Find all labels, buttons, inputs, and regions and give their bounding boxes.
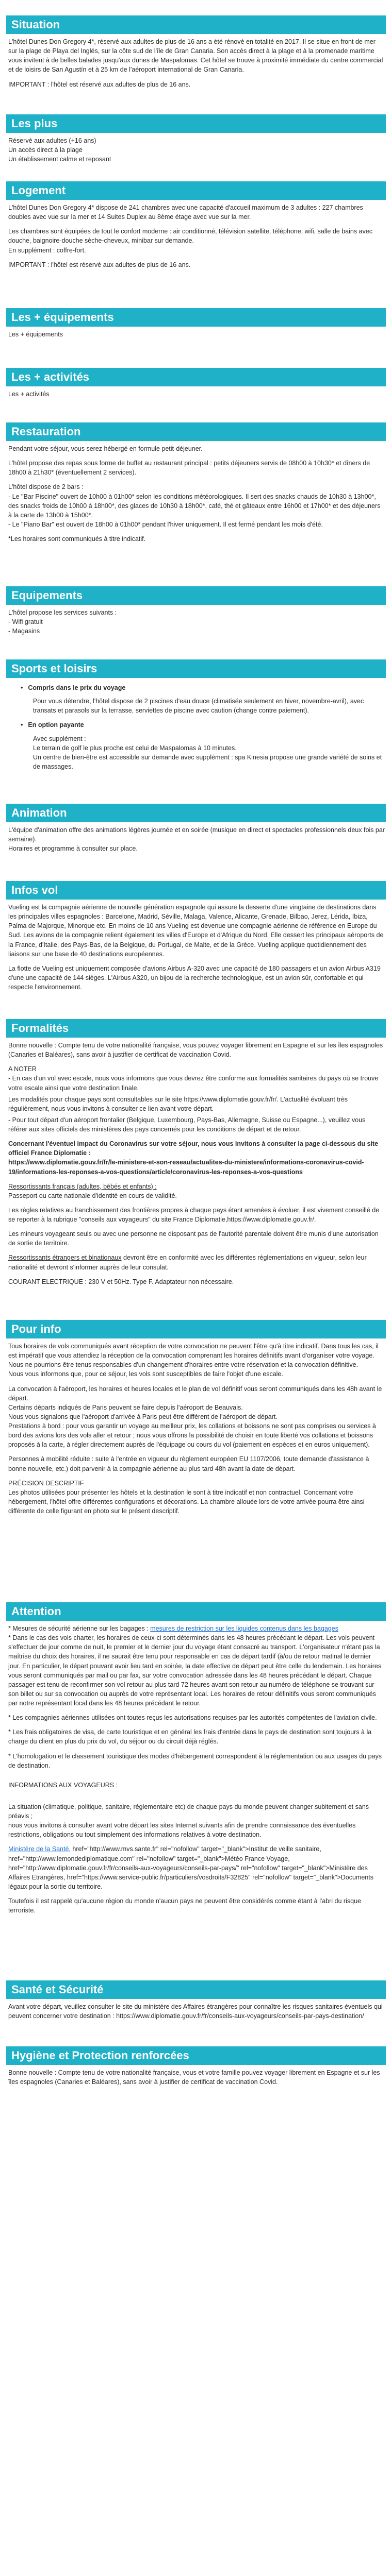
section-title-equipements-plus: Les + équipements <box>6 308 386 327</box>
formalites-intro: Bonne nouvelle : Compte tenu de votre nationalité française, vous pouvez voyager librement en Espagne et sur les îles espagnoles (Canaries et Baléares), sans avoir à justifier de certificat de vaccination Covid. <box>8 1042 383 1059</box>
attention-travellers-heading: INFORMATIONS AUX VOYAGEURS : <box>8 1781 118 1789</box>
equipements-item: - Wifi gratuit <box>8 618 43 626</box>
section-attention <box>6 1602 386 1920</box>
formalites-border-airport: - Pour tout départ d'un aéroport frontalier (Belgique, Luxembourg, Pays-Bas, Allemagne, Suisse ou Espagne...), veuillez vous référer aux sites officiels des ministères des pays concernés pour les conditions de départ et de retour. <box>8 1116 366 1133</box>
plus-item: Un accès direct à la plage <box>8 146 83 154</box>
logement-equipment: Les chambres sont équipées de tout le confort moderne : air conditionné, télévision satellite, téléphone, wifi, salle de bains avec douche, baignoire-douche sèche-cheveux, minibar sur demande. <box>8 228 372 245</box>
formalites-escale: - En cas d'un vol avec escale, nous vous informons que vous devrez être conforme aux formalités sanitaires du pays où se trouve votre escale ainsi que votre destination finale. <box>8 1075 379 1092</box>
formalites-foreign-heading: Ressortissants étrangers et binationaux <box>8 1254 122 1262</box>
section-sports <box>6 659 386 776</box>
attention-consult-sites: nous vous invitons à consulter avant votre départ les sites Internet suivants afin de prendre connaissance des éventuelles restrictions, obligations ou tout simplement des informations relatives à votre destination. <box>8 1822 356 1839</box>
formalites-modalites: Les modalités pour chaque pays sont consultables sur le site https://www.diplomatie.gouv.fr/fr/. L'actualité évoluant très régulièrement, nous vous invitons à consulter ce lien avant votre départ. <box>8 1095 348 1112</box>
logement-important: IMPORTANT : l'hôtel est réservé aux adultes de plus de 16 ans. <box>8 261 191 268</box>
section-situation <box>6 15 386 94</box>
section-title-pour-info: Pour info <box>6 1320 386 1338</box>
formalites-french-heading: Ressortissants français (adultes, bébés et enfants) : <box>8 1182 157 1190</box>
section-title-sports: Sports et loisirs <box>6 659 386 678</box>
restauration-note: *Les horaires sont communiqués à titre indicatif. <box>8 535 146 543</box>
section-plus <box>6 114 386 164</box>
restauration-bars-intro: L'hôtel dispose de 2 bars : <box>8 483 84 491</box>
equipements-plus-text: Les + équipements <box>8 331 63 338</box>
section-title-attention: Attention <box>6 1602 386 1621</box>
pour-info-beauvais: Certains départs indiqués de Paris peuvent se faire depuis l'aéroport de Beauvais. <box>8 1403 243 1411</box>
section-title-activites-plus: Les + activités <box>6 368 386 386</box>
sports-wellness: Un centre de bien-être est accessible sur demande avec supplément : spa Kinesia propose une grande variété de soins et de massages. <box>33 753 382 770</box>
restauration-piano-bar: - Le "Piano Bar" est ouvert de 18h00 à 01h00* pendant l'hiver uniquement. Il est fermé pendant les mois d'été. <box>8 520 323 528</box>
pour-info-onboard: Prestations à bord : pour vous garantir un voyage au meilleur prix, les collations et boissons ne sont pas comprises ou services à bord des avions lors des vols aller et retour ; nous vous offrons la possibilité de choisir en toute liberté vos collations et boissons proposés à la carte, à régler directement auprès de l'équipage ou cours du vol (paiement en espèces et en euros uniquement). <box>8 1422 376 1449</box>
restauration-bar-piscine: - Le "Bar Piscine" ouvert de 10h00 à 01h00* selon les conditions météorologiques. Il sert des snacks chauds de 10h30 à 13h00*, des snacks froids de 10h00 à 18h00*, des glaces de 10h30 à 18h00*, café, thé et gâteaux entre 16h00 et 17h00* et des déjeuners à la carte de 13h00 à 15h00*. <box>8 493 381 519</box>
attention-links-text: , href="http://www.mvs.sante.fr" rel="nofollow" target="_blank">Institut de veille sanitaire, href="http://www.lemondediplomatique.com" rel="nofollow" target="_blank">Météo France Voyage, href="http://www.diplomatie.gouv.fr/fr/conseils-aux-voyageurs/conseils-par-pays/" rel="nofollow" target="_blank">Ministère des Affaires Etrangères, href="https://www.service-public.fr/particuliers/vosdroits/F32825" rel="nofollow" target="_blank">Documents légaux pour la sortie du territoire. <box>8 1845 373 1890</box>
sante-text: Avant votre départ, veuillez consulter le site du ministère des Affaires étrangères pour connaître les risques sanitaires éventuels qui peuvent concerner votre destination : https://www.diplomatie.gouv.fr/fr/conseils-aux-voyageurs/conseils-par-pays-destination/ <box>8 2003 383 2020</box>
logement-supplement: En supplément : coffre-fort. <box>8 246 86 254</box>
section-title-plus: Les plus <box>6 114 386 133</box>
attention-classification: * L'homologation et le classement touristique des modes d'hébergement correspondent à la réglementation ou aux usages du pays de destination. <box>8 1752 382 1769</box>
ministere-sante-link[interactable]: Ministère de la Santé <box>8 1845 69 1853</box>
pour-info-arrival-airport: Nous vous signalons que l'aéroport d'arrivée à Paris peut être différent de l'aéroport de départ. <box>8 1413 278 1420</box>
section-restauration <box>6 422 386 549</box>
attention-charter: * Dans le cas des vols charter, les horaires de ceux-ci sont déterminés dans les 48 heures précédant le départ. Les vols peuvent s'effectuer de jour comme de nuit, le premier et le dernier jour du voyage étant consacré au transport. L'organisateur n'étant pas la maîtrise du choix des horaires, il ne saurait être tenu pour responsable en cas de départ tardif (à/ou de retour matinal le dernier jour. En particulier, le départ pouvant avoir lieu tard en soirée, la date effective de départ peut être celle du lendemain. Les horaires vous seront communiqués par mail ou par fax, sur votre convocation adressée dans les 48 heures précédant le départ. Chaque passager est tenu de reconfirmer son vol retour au plus tard 72 heures avant son retour au numéro de téléphone se trouvant sur son billet ou sur sa convocation ou auprès de votre représentant local. Les horaires de retour définitifs vous seront communiqués par notre représentant local dans les 48 heures précédant le retour. <box>8 1634 382 1707</box>
equipements-intro: L'hôtel propose les services suivants : <box>8 609 117 616</box>
sports-golf: Le terrain de golf le plus proche est celui de Maspalomas à 10 minutes. <box>33 744 237 752</box>
section-title-animation: Animation <box>6 804 386 822</box>
section-logement <box>6 181 386 275</box>
formalites-minors: Les mineurs voyageant seuls ou avec une personne ne disposant pas de l'autorité parentale doivent être munis d'une autorisation de sortie de territoire. <box>8 1230 379 1247</box>
section-infos-vol <box>6 881 386 997</box>
sports-supplement-label: Avec supplément : <box>33 735 86 742</box>
attention-terrorism: Toutefois il est rappelé qu'aucune région du monde n'aucun pays ne peuvent être considérés comme étant à l'abri du risque terroriste. <box>8 1897 361 1914</box>
equipements-item: - Magasins <box>8 628 40 635</box>
plus-item: Réservé aux adultes (+16 ans) <box>8 137 96 144</box>
formalites-electricity: COURANT ELECTRIQUE : 230 V et 50Hz. Type F. Adaptateur non nécessaire. <box>8 1278 234 1285</box>
section-formalites <box>6 1019 386 1292</box>
sports-paid-heading: • En option payante <box>8 720 385 730</box>
section-equipements <box>6 586 386 636</box>
section-activites-plus <box>6 368 386 404</box>
sports-included-heading: • Compris dans le prix du voyage <box>8 683 385 692</box>
formalites-foreign-text: devront être en conformité avec les différentes réglementations en vigueur, selon leur nationalité et devront s'informer auprès de leur consulat. <box>8 1254 367 1271</box>
section-title-hygiene: Hygiène et Protection renforcées <box>6 2046 386 2065</box>
situation-text: L'hôtel Dunes Don Gregory 4*, réservé aux adultes de plus de 16 ans a été rénové en totalité en 2017. Il se situe en front de mer sur la plage de Playa del Inglés, sur la côte sud de l'île de Gran Canaria. Son accès direct à la plage et à la promenade maritime vous invitent à de belles balades jusqu'aux dunes de Maspalomas. Cet hôtel se trouve à proximité immédiate du centre commercial et de loisirs de San Agustín et à 25 km de l'aéroport international de Gran Canaria. <box>8 38 383 74</box>
activites-plus-text: Les + activités <box>8 391 50 398</box>
pour-info-schedules: Tous horaires de vols communiqués avant réception de votre convocation ne peuvent l'être qu'à titre indicatif. Dans tous les cas, il est impératif que vous attendiez la réception de la convocation comprenant les horaires définitifs avant d'organiser votre voyage. <box>8 1343 379 1360</box>
attention-visa-fees: * Les frais obligatoires de visa, de carte touristique et en général les frais d'entrée dans le pays de destination sont toujours à la charge du client en plus du prix du vol, du séjour ou du circuit déjà réglés. <box>8 1728 372 1745</box>
infos-vol-fleet: La flotte de Vueling est uniquement composée d'avions Airbus A-320 avec une capacité de 180 passagers et un avion Airbus A319 d'une une capacité de 144 sièges. L'Airbus A320, un bijou de la recherche technologique, est un avion sûr, confortable et qui respecte l'environnement. <box>8 964 381 991</box>
infos-vol-company: Vueling est la compagnie aérienne de nouvelle génération espagnole qui assure la desserte d'une vingtaine de destinations dans les principales villes espagnoles : Barcelone, Madrid, Séville, Malaga, Valence, Alicante, Grenade, Bilbao, Jerez, Lérida, Ibiza, Palma de Majorque, Minorque etc. En moins de 10 ans Vueling est devenue une compagnie aérienne de référence en Europe du Sud. Les avions de la compagnie relient également les villes d'Europe et d'Afrique du Nord. Elle dessert les principaux aéroports de la France, d'Italie, des Pays-Bas, de la Belgique, du Portugal, de Malte, et de la Grèce. Vueling applique quotidiennement des liaisons sur une base de 40 destinations européennes. <box>8 904 384 958</box>
situation-important: IMPORTANT : l'hôtel est réservé aux adultes de plus de 16 ans. <box>8 80 191 88</box>
plus-item: Un établissement calme et reposant <box>8 156 111 163</box>
section-title-restauration: Restauration <box>6 422 386 441</box>
pour-info-precision-text: Les photos utilisées pour présenter les hôtels et la destination le sont à titre indicatif et non contractuel. Concernant votre hébergement, l'hôtel offre différentes configurations et décorations. La chambre allouée lors de votre arrivée pourra être ainsi différente de celle figurant en photo sur le présent descriptif. <box>8 1488 365 1515</box>
section-equipements-plus <box>6 308 386 344</box>
formalites-borders: Les règles relatives au franchissement des frontières propres à chaque pays étant amenées à évoluer, il est vivement conseillé de se reporter à la rubrique "conseils aux voyageurs" du site France Diplomatie,https://www.diplomatie.gouv.fr/. <box>8 1206 380 1223</box>
formalites-covid: Concernant l'éventuel impact du Coronavirus sur votre séjour, nous vous invitons à consulter la page ci-dessous du site officiel France Diplomatie : <box>8 1140 379 1157</box>
attention-security-label: * Mesures de sécurité aérienne sur les bagages : <box>8 1625 149 1632</box>
liquids-restriction-link[interactable]: mesures de restriction sur les liquides contenus dans les bagages <box>150 1625 338 1632</box>
logement-text: L'hôtel Dunes Don Gregory 4* dispose de 241 chambres avec une capacité d'accueil maximum de 3 adultes : 227 chambres doubles avec vue sur la mer et 14 Suites Duplex au 8ème étage avec vue sur la mer. <box>8 204 363 221</box>
restauration-formula: Pendant votre séjour, vous serez hébergé en formule petit-déjeuner. <box>8 445 203 452</box>
section-title-infos-vol: Infos vol <box>6 881 386 900</box>
pour-info-escale: Nous vous informons que, pour ce séjour, les vols sont susceptibles de faire l'objet d'une escale. <box>8 1370 283 1378</box>
section-title-formalites: Formalités <box>6 1019 386 1038</box>
formalites-french-docs: Passeport ou carte nationale d'identité en cours de validité. <box>8 1192 177 1199</box>
restauration-buffet: L'hôtel propose des repas sous forme de buffet au restaurant principal : petits déjeuners servis de 08h00 à 10h30* et dîners de 18h00 à 21h30* (éventuellement 2 services). <box>8 460 370 477</box>
animation-text: L'équipe d'animation offre des animations légères journée et en soirée (musique en direct et spectacles professionnels deux fois par semaine). <box>8 826 385 843</box>
sports-included-text: Pour vous détendre, l'hôtel dispose de 2 piscines d'eau douce (climatisée seulement en hiver, novembre-avril), avec transats et parasols sur la terrasse, serviettes de piscine avec caution (change contre paiement). <box>33 698 364 715</box>
section-title-logement: Logement <box>6 181 386 200</box>
pour-info-precision-heading: PRÉCISION DESCRIPTIF <box>8 1479 84 1487</box>
section-animation <box>6 804 386 858</box>
attention-situation: La situation (climatique, politique, sanitaire, réglementaire etc) de chaque pays du monde peuvent changer subitement et sans préavis ; <box>8 1803 369 1820</box>
animation-program: Horaires et programme à consulter sur place. <box>8 845 138 853</box>
section-pour-info <box>6 1320 386 1521</box>
section-title-sante: Santé et Sécurité <box>6 1980 386 1999</box>
pour-info-convocation: La convocation à l'aéroport, les horaires et heures locales et le plan de vol définitif vous seront communiqués dans les 48h avant le départ. <box>8 1385 382 1402</box>
section-hygiene <box>6 2046 386 2092</box>
section-sante <box>6 1980 386 2026</box>
attention-airlines: * Les compagnies aériennes utilisées ont toutes reçus les autorisations requises par les autorités compétentes de l'aviation civile. <box>8 1714 377 1722</box>
hygiene-text: Bonne nouvelle : Compte tenu de votre nationalité française, vous et votre famille pouvez voyager librement en Espagne et sur les îles espagnoles (Canaries et Baléares), sans avoir à justifier de certificat de vaccination Covid. <box>8 2069 380 2086</box>
formalites-covid-link[interactable]: https://www.diplomatie.gouv.fr/fr/le-ministere-et-son-reseau/actualites-du-ministere/informations-coronavirus-covid-19/informations-les-reponses-a-vos-questions/article/coronavirus-les-reponses-a-vos-questions <box>8 1159 364 1176</box>
section-title-situation: Situation <box>6 15 386 34</box>
formalites-note-heading: A NOTER <box>8 1065 37 1073</box>
pour-info-reduced-mobility: Personnes à mobilité réduite : suite à l'entrée en vigueur du règlement européen EU 1107/2006, toute demande d'assistance à bonne nouvelle, etc.) doit parvenir à la compagnie aérienne au plus tard 48h avant la date de départ. <box>8 1455 369 1472</box>
section-title-equipements: Equipements <box>6 586 386 605</box>
pour-info-responsibility: Nous ne pourrions être tenus responsables d'un changement d'horaires entre votre réservation et la convocation définitive. <box>8 1361 359 1369</box>
